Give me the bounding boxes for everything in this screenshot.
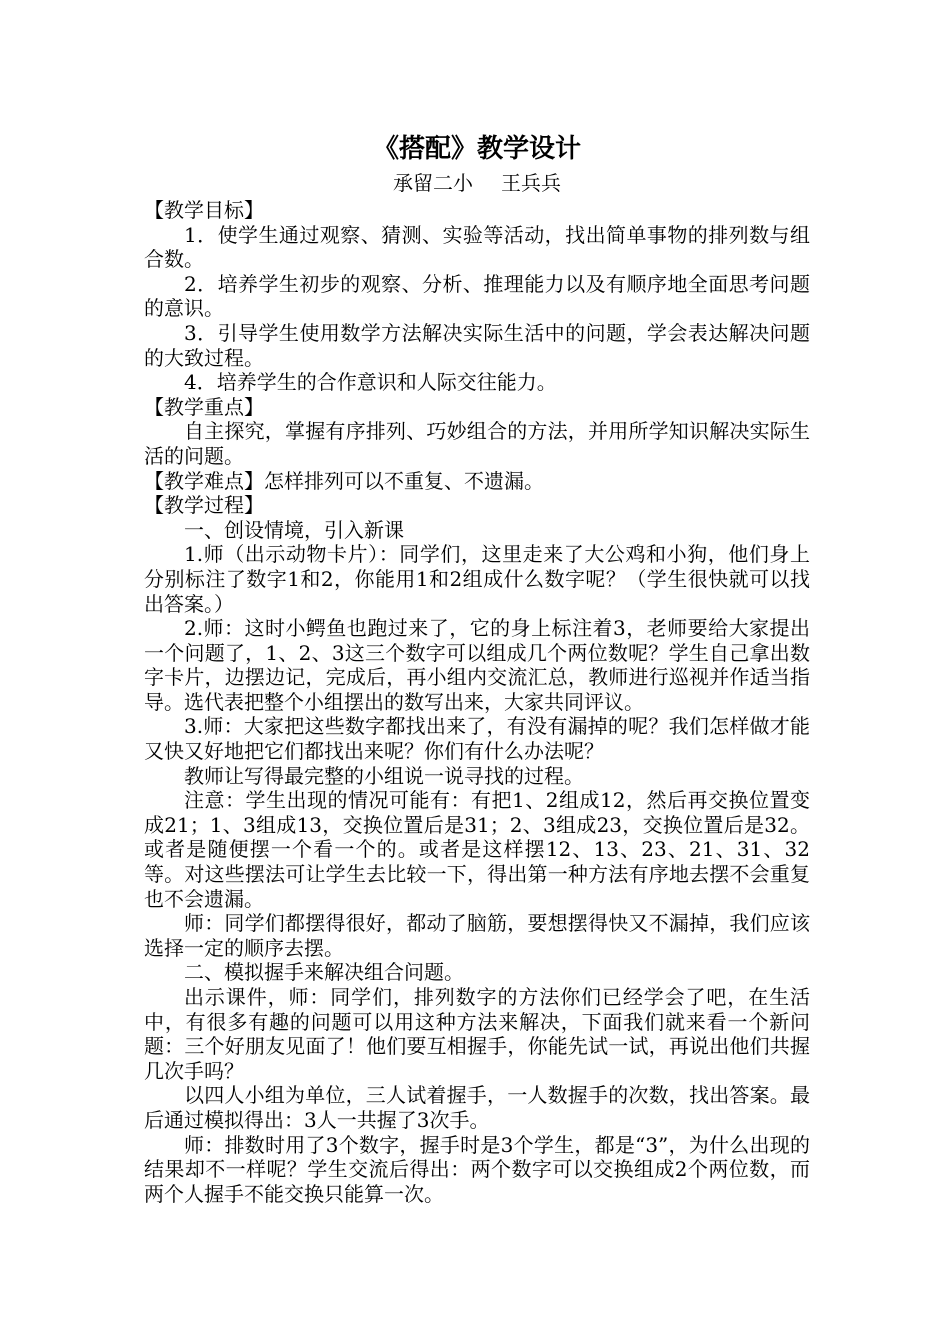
difficulty-text: 怎样排列可以不重复、不遗漏。 [264,468,544,493]
document-title: 《搭配》教学设计 [372,134,581,164]
process-paragraph: 教师让写得最完整的小组说一说寻找的过程。 [184,763,584,788]
goal-item: 2．培养学生初步的观察、分析、推理能力以及有顺序地全面思考问题的意识。 [144,271,810,321]
key-text: 自主探究，掌握有序排列、巧妙组合的方法，并用所学知识解决实际生活的问题。 [144,419,810,468]
goal-item: 1．使学生通过观察、猜测、实验等活动，找出简单事物的排列数与组合数。 [144,222,810,272]
document-page [144,132,810,1206]
difficulty-heading: 【教学难点】 [144,468,264,493]
process-paragraph: 一、创设情境，引入新课 [184,517,404,542]
process-paragraph: 出示课件，师：同学们，排列数字的方法你们已经学会了吧，在生活中，有很多有趣的问题可以用这种方法来解决，下面我们就来看一个新问题：三个好朋友见面了！他们要互相握手，你能先试一试，再说出他们共握几次手吗？ [144,985,810,1083]
author-line [144,170,810,196]
process-heading: 【教学过程】 [144,493,264,518]
goal-item: 4．培养学生的合作意识和人际交往能力。 [184,370,557,395]
author-school: 承留二小 [393,171,473,195]
process-paragraph: 以四人小组为单位，三人试着握手，一人数握手的次数，找出答案。最后通过模拟得出：3人一共握了3次手。 [144,1083,810,1132]
difficulty-line [144,469,810,494]
key-heading: 【教学重点】 [144,394,264,419]
goals-heading: 【教学目标】 [144,198,264,222]
process-paragraph: 1.师（出示动物卡片）：同学们，这里走来了大公鸡和小狗，他们身上分别标注了数字1和2，你能用1和2组成什么数字呢？（学生很快就可以找出答案。） [144,542,810,616]
goal-item: 3．引导学生使用数学方法解决实际生活中的问题，学会表达解决问题的大致过程。 [144,320,810,370]
process-paragraph: 师：排数时用了3个数字，握手时是3个学生，都是“3”，为什么出现的结果却不一样呢？学生交流后得出：两个数字可以交换组成2个两位数，而两个人握手不能交换只能算一次。 [144,1132,810,1206]
process-paragraph: 师：同学们都摆得很好，都动了脑筋，要想摆得快又不漏掉，我们应该选择一定的顺序去摆。 [144,911,810,960]
process-paragraph: 2.师：这时小鳄鱼也跑过来了，它的身上标注着3，老师要给大家提出一个问题了，1、2、3这三个数字可以组成几个两位数呢？学生自己拿出数字卡片，边摆边记，完成后，再小组内交流汇总，教师进行巡视并作适当指导。选代表把整个小组摆出的数写出来，大家共同评议。 [144,616,810,714]
process-paragraph: 3.师：大家把这些数字都找出来了，有没有漏掉的呢？我们怎样做才能又快又好地把它们都找出来呢？你们有什么办法呢？ [144,714,810,764]
author-name: 王兵兵 [501,171,561,195]
process-paragraph: 二、模拟握手来解决组合问题。 [184,960,464,985]
process-paragraph: 注意：学生出现的情况可能有：有把1、2组成12，然后再交换位置变成21；1、3组成13，交换位置后是31；2、3组成23，交换位置后是32。或者是随便摆一个看一个的。或者是这样摆12、13、23、21、31、32等。对这些摆法可让学生去比较一下，得出第一种方法有序地去摆不会重复也不会遗漏。 [144,788,810,911]
